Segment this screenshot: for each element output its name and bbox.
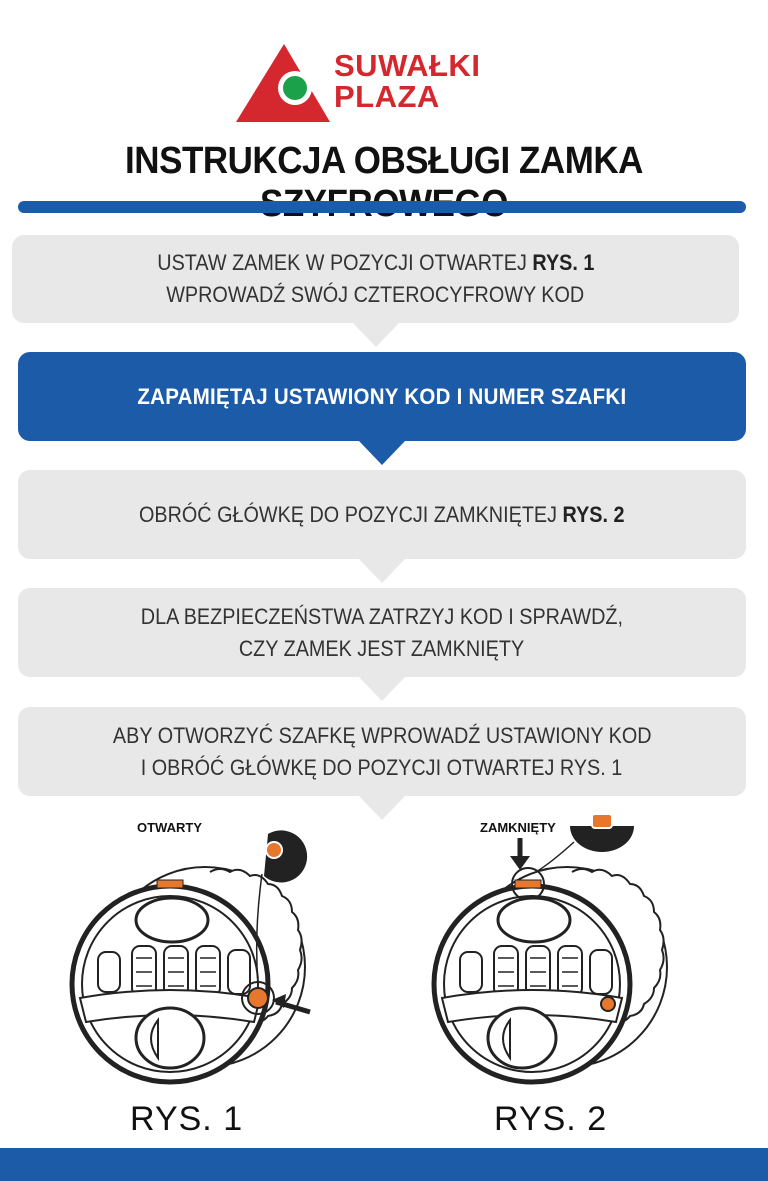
figure-2-caption: RYS. 2	[494, 1100, 608, 1138]
logo-line-1: SUWAŁKI	[334, 48, 481, 83]
step-2-box	[18, 352, 746, 441]
logo-line-2: PLAZA	[334, 79, 440, 114]
title-underline	[18, 201, 746, 213]
step-1-line-2: WPROWADŹ SWÓJ CZTEROCYFROWY KOD	[166, 282, 585, 307]
open-state-label: OTWARTY	[137, 820, 202, 835]
step-5-box	[18, 707, 746, 796]
step-3-figure-ref: RYS. 2	[562, 501, 625, 527]
step-4-line-2: CZY ZAMEK JEST ZAMKNIĘTY	[239, 635, 525, 661]
footer-bar	[0, 1148, 768, 1181]
step-1-figure-ref: RYS. 1	[532, 250, 595, 275]
figure-2-closed-lock	[402, 812, 732, 1142]
figure-1-caption: RYS. 1	[130, 1100, 244, 1138]
step-5-line-2: I OBRÓĆ GŁÓWKĘ DO POZYCJI OTWARTEJ RYS. 1	[141, 754, 623, 780]
suwalki-plaza-logo	[234, 42, 534, 126]
step-1-text: USTAW ZAMEK W POZYCJI OTWARTEJ	[156, 250, 533, 275]
step-3-box	[18, 470, 746, 559]
step-1-line-1	[157, 247, 594, 279]
open-lock-illustration-icon	[40, 812, 370, 1102]
step-3-text: OBRÓĆ GŁÓWKĘ DO POZYCJI ZAMKNIĘTEJ	[139, 501, 563, 527]
page-title: INSTRUKCJA OBSŁUGI ZAMKA	[125, 140, 643, 182]
logo-triangle-icon	[234, 42, 334, 126]
figure-1-open-lock	[40, 812, 370, 1142]
step-4-box	[18, 588, 746, 677]
step-1-box	[12, 235, 739, 323]
logo-wordmark	[334, 50, 480, 112]
step-5-line-1: ABY OTWORZYĆ SZAFKĘ WPROWADŹ USTAWIONY KOD	[112, 722, 652, 748]
step-3-line-1	[139, 499, 625, 531]
closed-lock-illustration-icon	[402, 812, 732, 1102]
closed-state-label: ZAMKNIĘTY	[480, 820, 556, 835]
step-2-line-1: ZAPAMIĘTAJ USTAWIONY KOD I NUMER SZAFKI	[137, 383, 627, 409]
step-4-line-1: DLA BEZPIECZEŃSTWA ZATRZYJ KOD I SPRAWDŹ,	[140, 603, 624, 629]
